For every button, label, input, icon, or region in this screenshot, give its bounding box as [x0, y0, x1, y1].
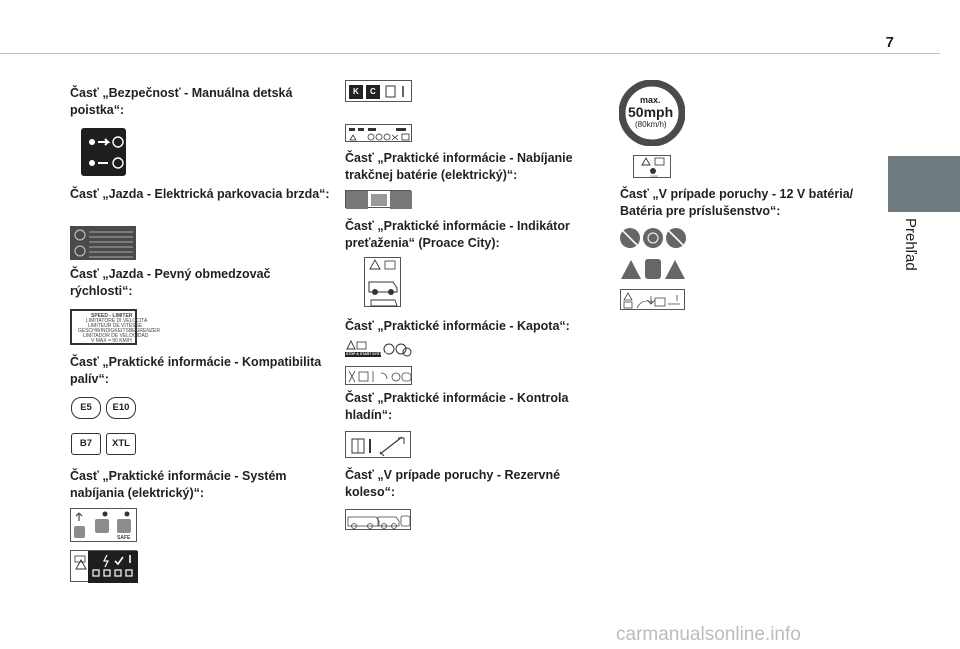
hood-label-bottom	[345, 366, 412, 385]
child-lock-icon	[82, 129, 127, 177]
off-label	[633, 155, 671, 178]
section-heading-fuel: Časť „Praktické informácie - Kompatibilita palív“:	[70, 355, 322, 386]
speed-sign-max: max.	[640, 95, 661, 105]
limiter-line: LIMITADOR DE VELOCIDAD	[83, 333, 149, 339]
hood-label-top	[345, 340, 412, 360]
section-heading-levels: Časť „Praktické informácie - Kontrola hladín“:	[345, 391, 569, 422]
overload-icon	[365, 258, 402, 308]
limiter-line: LIMITEUR DE VITESSE	[88, 323, 143, 329]
hood-instructions-icon	[346, 367, 413, 386]
header-rule	[0, 53, 940, 54]
charging-warning-icon	[71, 551, 138, 583]
spare-wheel-label	[345, 509, 411, 530]
speed-sign-value: 50mph	[628, 104, 674, 120]
traction-battery-label	[345, 190, 411, 208]
section-heading-hood: Časť „Praktické informácie - Kapota“:	[345, 319, 570, 333]
traction-battery-icon	[346, 191, 412, 209]
section-heading-charging-system: Časť „Praktické informácie - Systém nabíjania (elektrický)“:	[70, 469, 287, 500]
safe-text: SAFE	[117, 535, 131, 541]
off-text: OFF	[650, 174, 658, 179]
charging-symbols-icon	[346, 125, 413, 143]
speed-sign-sub: (80km/h)	[635, 120, 667, 129]
charging-system-label	[70, 508, 137, 542]
limiter-line: LIMITATORE DI VELOCITA	[86, 318, 148, 324]
charging-symbols-label	[345, 124, 412, 142]
battery-prohibition-icon	[620, 226, 686, 250]
fuel-e10-icon: E10	[106, 397, 136, 419]
limiter-title: SPEED - LIMITER	[91, 313, 133, 319]
k-badge: K	[353, 87, 359, 96]
section-heading-overload: Časť „Praktické informácie - Indikátor preťaženia“ (Proace City):	[345, 219, 570, 250]
overload-label	[364, 257, 401, 307]
parking-brake-label-icon	[71, 227, 137, 261]
limiter-line: GESCHWINDIGKEITSBEGRENZER	[78, 328, 160, 334]
fuel-b7-icon: B7	[71, 433, 101, 455]
section-heading-child-lock: Časť „Bezpečnosť - Manuálna detská poistka“:	[70, 86, 293, 117]
battery-instructions-icon	[621, 290, 686, 311]
battery-warning-icon	[620, 258, 686, 280]
footer-watermark: carmanualsonline.info	[616, 624, 801, 645]
side-tab-label: Prehľad	[902, 218, 919, 271]
levels-label	[345, 431, 411, 458]
kc-label	[345, 80, 412, 102]
levels-icon	[346, 432, 412, 459]
section-heading-spare-wheel: Časť „V prípade poruchy - Rezervné koleso“:	[345, 468, 561, 499]
limiter-line: V MAX = 90 KM/H	[91, 338, 132, 344]
hood-label-icon	[345, 340, 412, 360]
battery-instructions-label	[620, 289, 685, 310]
spare-wheel-icon	[346, 510, 412, 531]
section-heading-parking-brake: Časť „Jazda - Elektrická parkovacia brzda“:	[70, 187, 330, 201]
charging-warning-label	[70, 550, 137, 582]
stop-start-text: STOP & START SYSTEM	[346, 352, 387, 356]
section-heading-12v-battery: Časť „V prípade poruchy - 12 V batéria/ Batéria pre príslušenstvo“:	[620, 187, 854, 218]
page-number: 7	[885, 34, 894, 51]
fuel-xtl-icon: XTL	[106, 433, 136, 455]
section-heading-traction-battery: Časť „Praktické informácie - Nabíjanie trakčnej batérie (elektrický)“:	[345, 151, 573, 182]
c-badge: C	[370, 87, 376, 96]
section-heading-speed-limiter: Časť „Jazda - Pevný obmedzovač rýchlosti“:	[70, 267, 271, 298]
speed-limiter-label	[70, 309, 160, 345]
fuel-e5-icon: E5	[71, 397, 101, 419]
parking-brake-label	[70, 226, 136, 260]
child-lock-label	[81, 128, 126, 176]
side-tab	[888, 156, 960, 212]
